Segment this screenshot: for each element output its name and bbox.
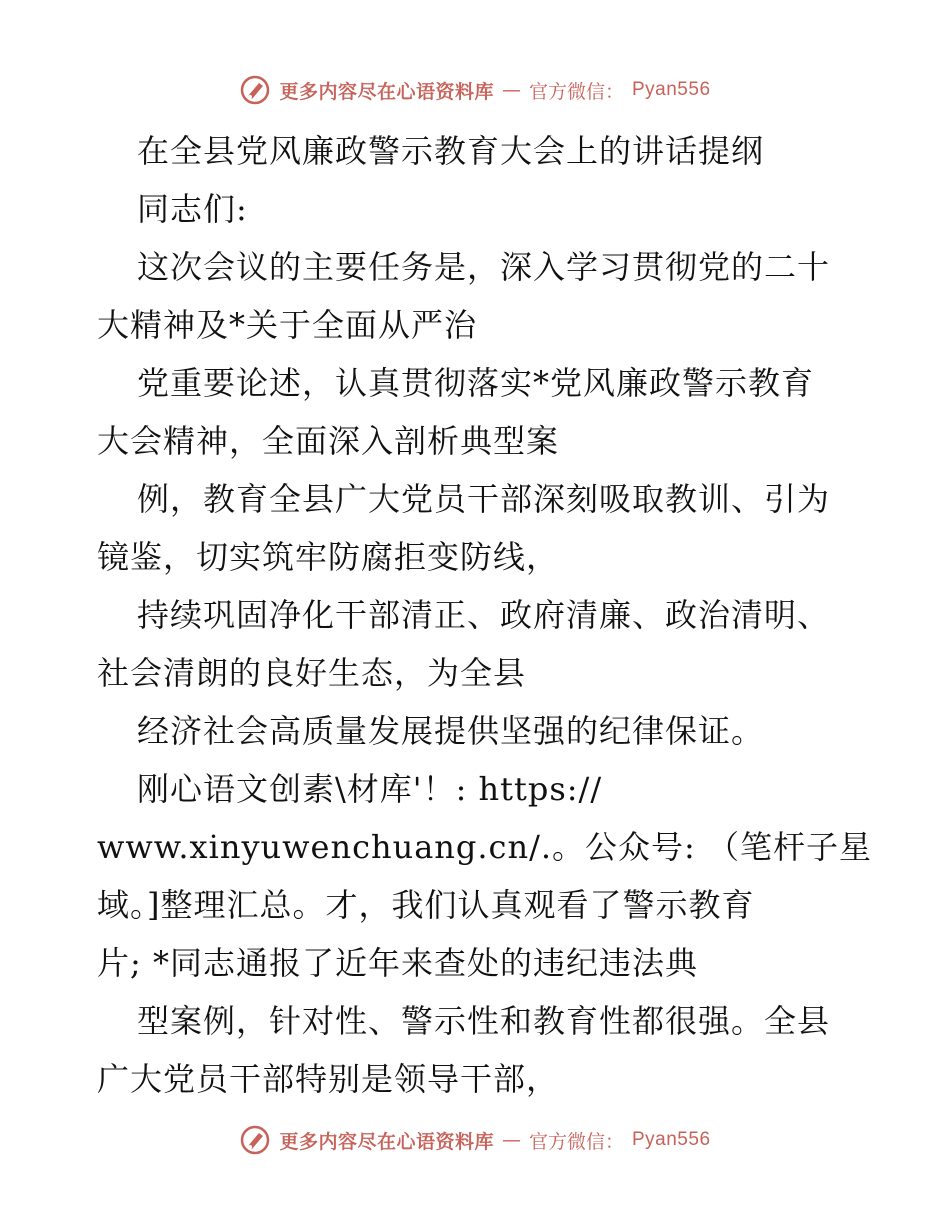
page-footer-watermark [0,1120,950,1160]
document-title: 在全县党风廉政警示教育大会上的讲话提纲 [137,132,765,170]
paragraph-line: 例，教育全县广大党员干部深刻吸取教训、引为 [137,480,831,518]
paragraph-line: 这次会议的主要任务是，深入学习贯彻党的二十 [137,248,831,286]
footer-wechat-label: 官方微信： [528,1130,624,1153]
paragraph-line: 经济社会高质量发展提供坚强的纪律保证。 [137,712,765,750]
paragraph-line: 持续巩固净化干部清正、政府清廉、政治清明、 [137,596,831,634]
header-wechat-label: 官方微信： [528,80,624,103]
footer-separator: — [501,1129,521,1151]
header-brand-text: 更多内容尽在心语资料库 [279,80,494,103]
paragraph-line: 型案例，针对性、警示性和教育性都很强。全县 [137,1002,831,1040]
paragraph-line: 镜鉴，切实筑牢防腐拒变防线， [97,538,560,576]
paragraph-line: 大精神及*关于全面从严治 [97,306,478,344]
source-note-url-line: www.xinyuwenchuang.cn/.。公众号: （笔杆子星 [97,828,872,866]
paragraph-line: 党重要论述，认真贯彻落实*党风廉政警示教育 [137,364,815,402]
paragraph-line: 广大党员干部特别是领导干部， [97,1060,560,1098]
paragraph-line: 大会精神，全面深入剖析典型案 [97,422,560,460]
page-header-watermark [0,70,950,110]
header-wechat-id: Pyan556 [632,79,711,100]
paragraph-line: 片; *同志通报了近年来查处的违纪违法典 [97,944,698,982]
brand-logo-icon [239,74,271,106]
paragraph-line: 社会清朗的良好生态，为全县 [97,654,527,692]
document-body [0,122,950,1108]
salutation: 同志们: [137,190,248,228]
header-separator: — [501,79,521,101]
paragraph-line: 域。]整理汇总。才，我们认真观看了警示教育 [97,886,755,924]
brand-logo-icon [239,1124,271,1156]
source-note-line: 刚心语文创素\材库'！: https:// [137,770,603,808]
footer-brand-text: 更多内容尽在心语资料库 [279,1130,494,1153]
footer-wechat-id: Pyan556 [632,1129,711,1150]
